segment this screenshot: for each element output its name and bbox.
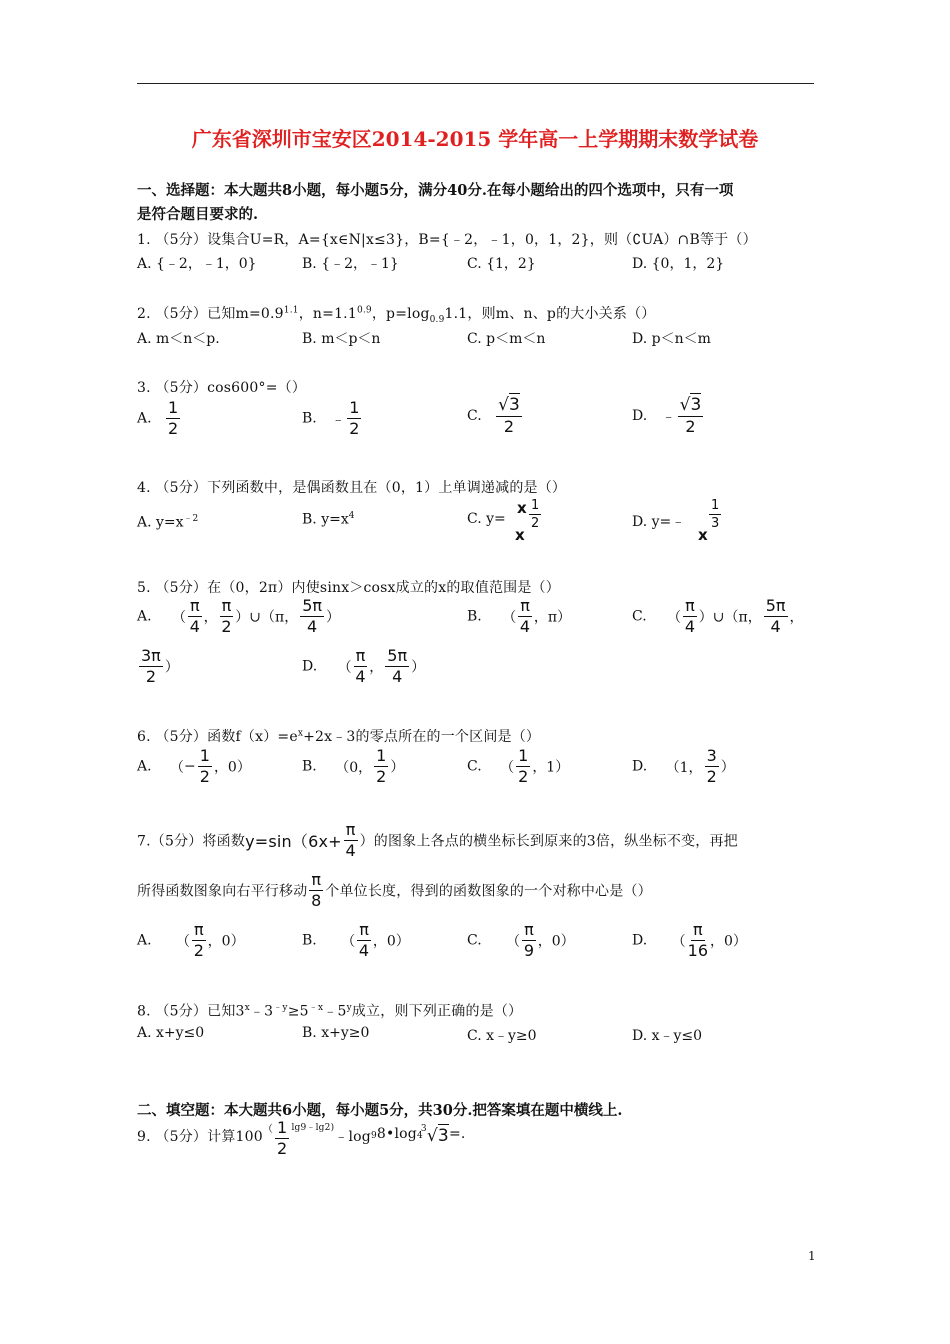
q3-option-c: C. $\frac{√3}{2}$ (467, 395, 520, 436)
q7-option-c: C. （ $\frac{\pi}{9}$ ，0） (467, 920, 575, 960)
q1-option-b: B. {﹣2，﹣1} (302, 256, 399, 272)
q6-option-d: D. （1， $\frac{3}{2}$ ） (632, 746, 735, 786)
q7-option-b: B. （ $\frac{\pi}{4}$ ，0） (302, 920, 410, 960)
q3-option-b: B. ﹣ $\frac{1}{2}$ (302, 398, 360, 438)
q2-option-c: C. p＜m＜n (467, 331, 546, 347)
q6-option-c: C. （ $\frac{1}{2}$ ，1） (467, 746, 570, 786)
q5-option-a: A. （ $\frac{\pi}{4}$ ， $\frac{\pi}{2}$ ）∪（π， $\frac{5\pi}{4}$ ） (137, 596, 341, 636)
q8-option-d: D. x﹣y≤0 (632, 1028, 703, 1044)
q4-option-c: C. y= (467, 511, 506, 527)
q2-option-b: B. m＜p＜n (302, 331, 381, 347)
q4-d-exponent: $\frac{1}{3}$ (711, 498, 720, 531)
q4-option-a: A. $y=x^{﹣2}$ (137, 514, 199, 531)
q4-c-base: x (517, 499, 527, 517)
q1-option-a: A. {﹣2，﹣1，0} (137, 256, 257, 272)
q1-option-c: C. {1，2} (467, 256, 536, 272)
q5-option-d: D. （ $\frac{\pi}{4}$ ， $\frac{5\pi}{4}$ ） (302, 646, 426, 686)
q4-option-b: B. $y=x^4$ (302, 511, 355, 528)
q3-option-d: D. ﹣ $\frac{√3}{2}$ (632, 395, 702, 436)
q6-option-a: A. （− $\frac{1}{2}$ ，0） (137, 746, 251, 786)
q5-option-c: C. （ $\frac{\pi}{4}$ ）∪（π， $\frac{5\pi}{4}$ ， (632, 596, 804, 636)
q8-option-a: A. x+y≤0 (137, 1025, 205, 1041)
q7-line1: 7.（5分）将函数y=sin（6x+ $\frac{\pi}{4}$ ）的图象上各点的横坐标长到原来的3倍，纵坐标不变，再把 (137, 820, 738, 860)
q1-option-d: D. {0，1，2} (632, 256, 725, 272)
q5-option-c-cont: $\frac{3\pi}{2}$ ） (141, 646, 179, 686)
q7-line2: 所得函数图象向右平行移动 $\frac{\pi}{8}$ 个单位长度，得到的函数图象的一个对称中心是（） (137, 870, 652, 910)
q4-c-exponent: $\frac{1}{2}$ (531, 498, 540, 531)
q8-stem: 8. （5分）已知$3^x﹣3^{﹣y}\ge 5^{﹣x}﹣5^y$成立，则下列正确的是（） (137, 1003, 523, 1020)
q4-c-x: x (515, 526, 525, 544)
q9-stem: 9. （5分）计算100（ $\frac{1}{2}$ $^{lg9﹣lg2)}﹣\log^98•\log^4$ 3 √3=. (137, 1118, 466, 1158)
page-title: 广东省深圳市宝安区2014-2015 学年高一上学期期末数学试卷 (191, 127, 759, 151)
section2-heading: 二、填空题：本大题共6小题，每小题5分，共30分.把答案填在题中横线上. (137, 1102, 623, 1119)
q3-option-a: A. $\frac{1}{2}$ (137, 398, 179, 438)
q7-option-d: D. （ $\frac{\pi}{16}$ ，0） (632, 920, 747, 960)
q8-option-c: C. x﹣y≥0 (467, 1028, 537, 1044)
q5-option-b: B. （ $\frac{\pi}{4}$ ，π） (467, 596, 572, 636)
q2-option-a: A. m＜n＜p. (137, 331, 220, 347)
section1-heading: 一、选择题：本大题共8小题，每小题5分，满分40分.在每小题给出的四个选项中，只有一项 (137, 182, 734, 199)
page-number: 1 (808, 1249, 816, 1263)
q4-d-x: x (698, 526, 708, 544)
q6-option-b: B. （0， $\frac{1}{2}$ ） (302, 746, 405, 786)
q6-stem: 6. （5分）函数$f(x)=e^x+2x﹣3$的零点所在的一个区间是（） (137, 728, 541, 745)
section1-heading-cont: 是符合题目要求的. (137, 206, 259, 223)
q5-stem: 5. （5分）在（0，2π）内使sinx＞cosx成立的x的取值范围是（） (137, 580, 560, 596)
q4-stem: 4. （5分）下列函数中，是偶函数且在（0，1）上单调递减的是（） (137, 480, 567, 496)
q3-stem: 3. （5分）cos600°=（） (137, 380, 307, 396)
q7-option-a: A. （ $\frac{\pi}{2}$ ，0） (137, 920, 245, 960)
q2-option-d: D. p＜n＜m (632, 331, 711, 347)
header-rule (137, 83, 814, 84)
q2-stem: 2. （5分）已知$m=0.9^{1.1}$，$n=1.1^{0.9}$，$p=\log_{0.9}1.1$，则m、n、p的大小关系（） (137, 305, 656, 325)
q4-option-d: D. y=﹣ (632, 514, 686, 530)
q1-stem: 1. （5分）设集合U=R，A={x∈N|x≤3}，B={﹣2，﹣1，0，1，2}，则（∁UA）∩B等于（） (137, 232, 757, 248)
q8-option-b: B. x+y≥0 (302, 1025, 370, 1041)
